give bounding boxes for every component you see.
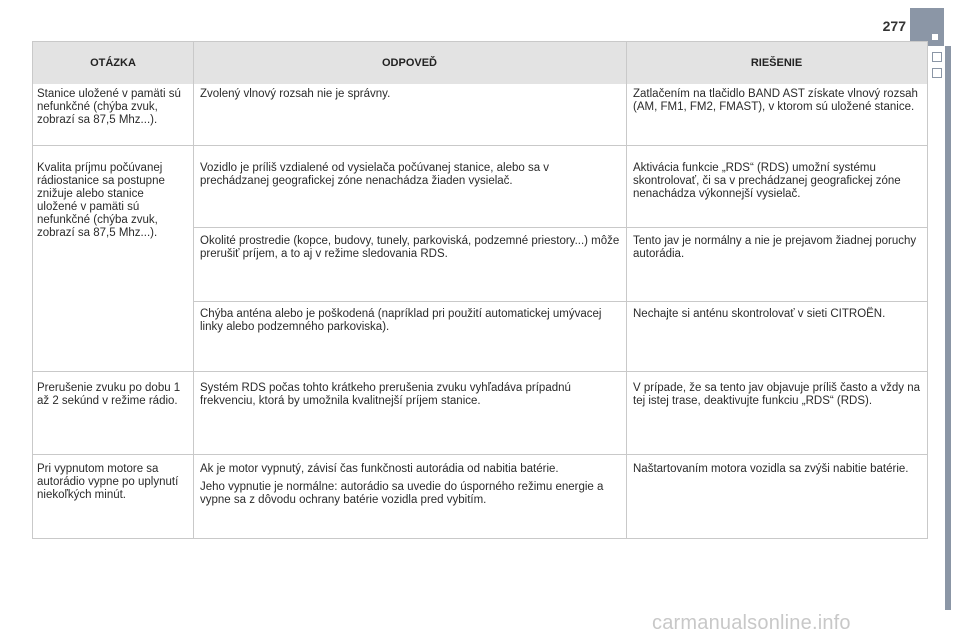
question-cell: Kvalita príjmu počúvanej rádiostanice sa postupne znižuje alebo stanice uložené v pamäti sú nefunkčné (chýba zvuk, zobrazí sa 87,5 Mhz...). xyxy=(37,162,165,239)
column-divider xyxy=(193,42,194,538)
table-header xyxy=(33,42,927,84)
row-divider xyxy=(193,301,927,302)
troubleshooting-table xyxy=(32,41,928,539)
solution-cell: Tento jav je normálny a nie je prejavom žiadnej poruchy autorádia. xyxy=(633,235,917,260)
header-answer: ODPOVEĎ xyxy=(381,56,437,69)
solution-cell: Aktivácia funkcie „RDS“ (RDS) umožní systému skontrolovať, či sa v prechádzanej geografickej zóne nenachádza výkonnejší vysielač. xyxy=(633,162,901,200)
page-number: 277 xyxy=(882,18,906,34)
solution-cell: Zatlačením na tlačidlo BAND AST získate vlnový rozsah (AM, FM1, FM2, FMAST), v ktorom sú uložené stanice. xyxy=(633,88,918,113)
row-divider xyxy=(33,371,927,372)
watermark-text: carmanualsonline.info xyxy=(652,612,851,634)
answer-cell: Okolité prostredie (kopce, budovy, tunely, parkoviská, podzemné priestory...) môže prerušiť príjem, a to aj v režime sledovania RDS. xyxy=(200,235,620,260)
solution-cell: Naštartovaním motora vozidla sa zvýši nabitie batérie. xyxy=(633,463,909,475)
answer-cell: Ak je motor vypnutý, závisí čas funkčnosti autorádia od nabitia batérie. xyxy=(200,463,559,475)
header-question: OTÁZKA xyxy=(90,56,136,69)
nav-box-1 xyxy=(932,52,942,62)
nav-box-2 xyxy=(932,68,942,78)
solution-cell: Nechajte si anténu skontrolovať v sieti CITROËN. xyxy=(633,308,886,320)
question-cell: Prerušenie zvuku po dobu 1 až 2 sekúnd v režime rádio. xyxy=(37,382,181,407)
row-divider xyxy=(33,454,927,455)
answer-cell: Chýba anténa alebo je poškodená (napríklad pri použití automatickej umývacej linky alebo podzemného parkoviska). xyxy=(200,308,602,333)
sidebar-bar xyxy=(945,46,951,610)
answer-cell: Vozidlo je príliš vzdialené od vysielača počúvanej stanice, alebo sa v prechádzanej geografickej zóne nenachádza žiaden vysielač. xyxy=(200,162,550,187)
row-divider xyxy=(33,145,927,146)
answer-cell-extra: Jeho vypnutie je normálne: autorádio sa uvedie do úsporného režimu energie a vypne sa z dôvodu ochrany batérie vozidla pred vybitím. xyxy=(200,481,604,506)
row-divider xyxy=(193,227,927,228)
header-solution: RIEŠENIE xyxy=(750,56,803,69)
answer-cell: Zvolený vlnový rozsah nie je správny. xyxy=(200,88,391,100)
answer-cell: Systém RDS počas tohto krátkeho prerušenia zvuku vyhľadáva prípadnú frekvenciu, ktorá by umožnila kvalitnejší príjem stanice. xyxy=(200,382,571,407)
column-divider xyxy=(626,42,627,538)
solution-cell: V prípade, že sa tento jav objavuje príliš často a vždy na tej istej trase, deaktivujte funkciu „RDS“ (RDS). xyxy=(633,382,921,407)
question-cell: Stanice uložené v pamäti sú nefunkčné (chýba zvuk, zobrazí sa 87,5 Mhz...). xyxy=(37,88,181,126)
tab-marker xyxy=(932,34,938,40)
question-cell: Pri vypnutom motore sa autorádio vypne po uplynutí niekoľkých minút. xyxy=(37,463,179,501)
